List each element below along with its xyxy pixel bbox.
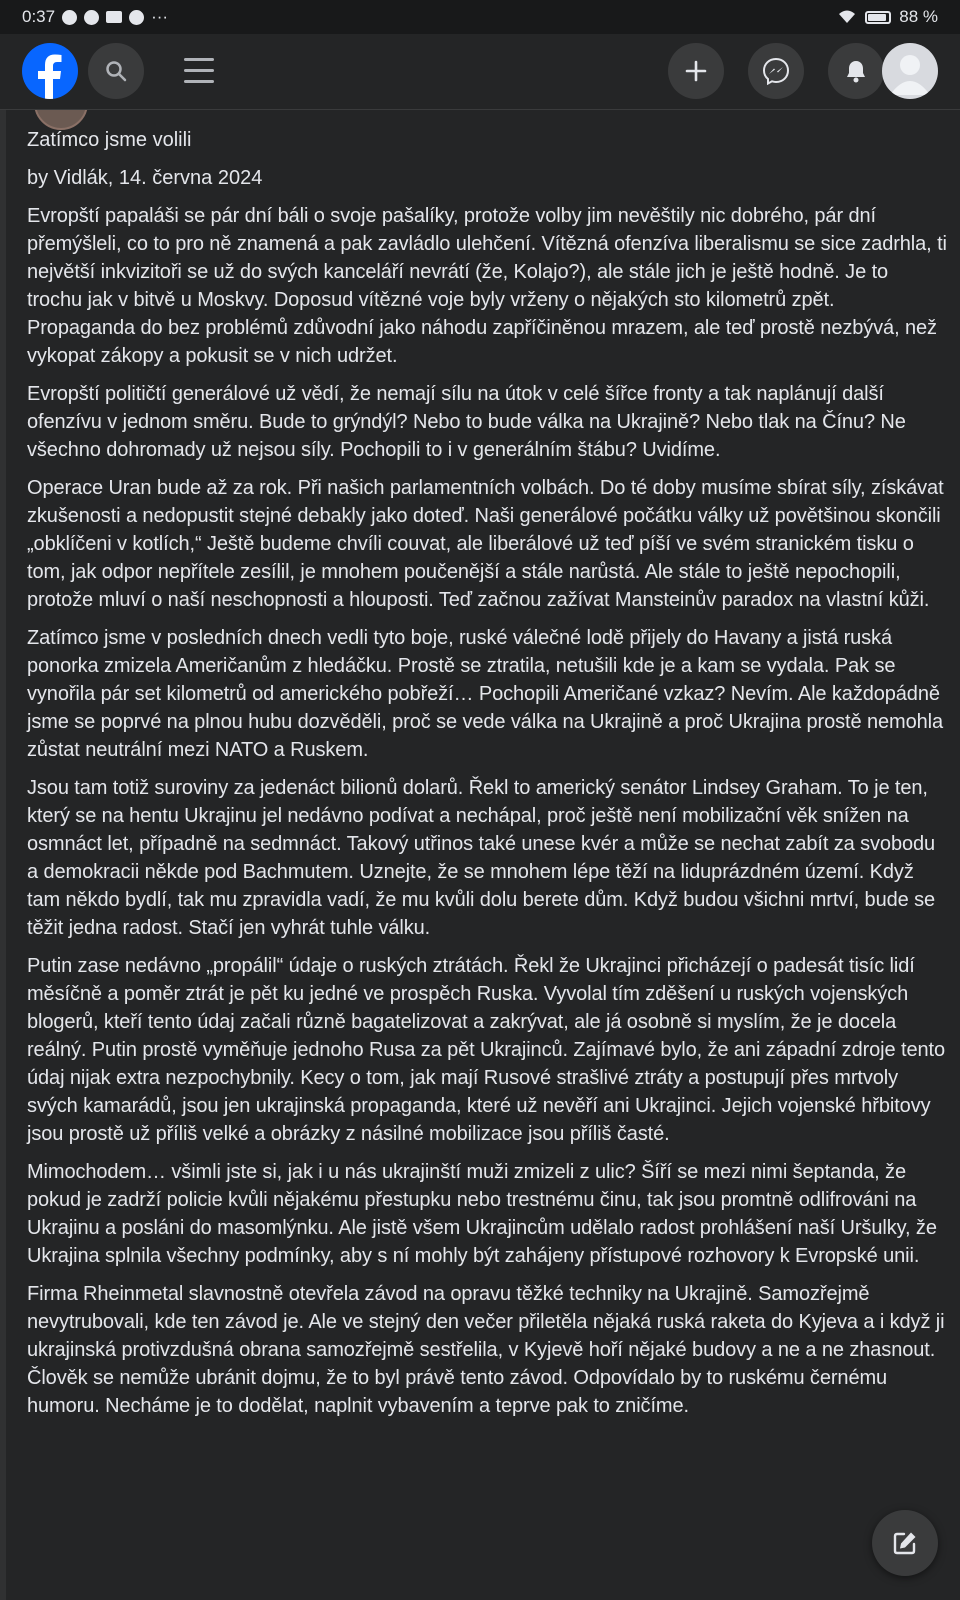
paragraph: Firma Rheinmetal slavnostně otevřela závod na opravu těžké techniky na Ukrajině. Samozřejmě nevytrubovali, kde ten závod je. Ale ve stejný den večer přiletěla nějaká ruská raketa do Kyjeva a i když ji ukrajinská protivzdušná obrana samozřejmě sestřelila, v Kyjevě hoří nějaké budovy a ne a ne zhasnout. Člověk se nemůže ubránit dojmu, že to byl právě tento závod. Odpovídalo by to ruskému černému humoru. Necháme je to dodělat, naplnit vybavením a teprve pak to zničíme. xyxy=(27,1283,945,1417)
paragraph: Jsou tam totiž suroviny za jedenáct bilionů dolarů. Řekl to americký senátor Lindsey Graham. To je ten, který se na hentu Ukrajinu jel nedávno podívat a nechápal, proč ještě není mobilizační věk snížen na osmnáct let, případně na sedmnáct. Takový utřinos také unese kvér a může se nechat zabít za svobodu a demokracii někde pod Bachmutem. Uznejte, že se mnohem lépe těží na liduprázdném území. Když tam někdo bydlí, tak mu zpravidla vadí, že mu kvůli dolu berete dům. Když budou všichni mrtví, bude se těžit jedna radost. Stačí jen vyhrát tuhle válku. xyxy=(27,777,936,939)
default-avatar-icon xyxy=(882,43,938,99)
post-byline: by Vidlák, 14. června 2024 xyxy=(27,167,263,189)
paragraph: Operace Uran bude až za rok. Při našich parlamentních volbách. Do té doby musíme sbírat síly, získávat zkušenosti a nedopustit stejné debakly jako doteď. Naši generálové počátku války už povětšinou skončili „obklíčeni v kotlích,“ Ještě budeme chvíli couvat, ale liberálové už teď píší ve svém stranickém tisku o tom, jak odpor nepřítele zesílil, je mnohem poučenější a stále narůstá. Ale stále to ještě nepochopili, protože mluví o naší neschopnosti a hlouposti. Teď začnou zažívat Mansteinův paradox na vlastní kůži. xyxy=(27,477,944,611)
paragraph: Zatímco jsme v posledních dnech vedli tyto boje, ruské válečné lodě přijely do Havany a jistá ruská ponorka zmizela Američanům z hledáčku. Prostě se ztratila, netušili kde je a kam se vydala. Pak se vynořila pár set kilometrů od amerického pobřeží… Pochopili Američané vzkaz? Nevím. Ale každopádně jsme se poprvé na plnou hubu dozvěděli, proč se vede válka na Ukrajině a proč Ukrajina prostě nemohla zůstat neutrální mezi NATO a Ruskem. xyxy=(27,627,943,761)
profile-avatar[interactable] xyxy=(882,43,938,99)
plus-icon xyxy=(684,59,708,83)
paragraph: Evropští političtí generálové už vědí, že nemají sílu na útok v celé šířce fronty a tak naplánují další ofenzívu v jednom směru. Bude to grýndýl? Nebo to bude válka na Ukrajině? Nebo tlak na Čínu? Ne všechno dohromady už nejsou síly. Pochopili to i v generálním štábu? Uvidíme. xyxy=(27,383,906,461)
facebook-f-icon xyxy=(22,43,78,99)
top-navigation-bar xyxy=(0,34,960,110)
chrome-icon xyxy=(129,10,144,25)
gmail-icon xyxy=(106,11,122,23)
clock: 0:37 xyxy=(22,7,56,26)
status-bar xyxy=(0,0,960,34)
more-notifications: ··· xyxy=(151,7,169,26)
notifications-button[interactable] xyxy=(828,43,884,99)
search-button[interactable] xyxy=(88,43,144,99)
messenger-icon xyxy=(762,57,790,85)
compose-button[interactable] xyxy=(872,1510,938,1576)
create-button[interactable] xyxy=(668,43,724,99)
paragraph: Putin zase nedávno „propálil“ údaje o ruských ztrátách. Řekl že Ukrajinci přicházejí o padesát tisíc lidí měsíčně a poměr ztrát je pět ku jedné ve prospěch Ruska. Vyvolal tím zděšení u ruských vojenských blogerů, kteří tento údaj začali různě bagatelizovat a zakrývat, ale já osobně si myslím, že je docela reálný. Putin prostě vyměňuje jednoho Rusa za pět Ukrajinců. Zajímavé bylo, že ani západní zdroje tento údaj nijak extra nezpochybnily. Kecy o tom, jak mají Rusové strašlivé ztráty a postupují přes mrtvoly svých kamarádů, jsou jen ukrajinská propaganda, které už nevěří ani Ukrajinci. Jejich vojenské hřbitovy jsou prostě už příliš velké a obrázky z násilné mobilizace jsou příliš časté. xyxy=(27,955,945,1145)
post-text xyxy=(27,126,947,1430)
bell-icon xyxy=(843,58,869,84)
paragraph: Mimochodem… všimli jste si, jak i u nás ukrajinští muži zmizeli z ulic? Šíří se mezi nimi šeptanda, že pokud je zadrží policie kvůli nějakému přestupku nebo trestnému činu, tak jsou promtně odlifrováni na Ukrajinu a posláni do masomlýnku. Ale jistě všem Ukrajincům udělalo radost prohlášení naší Uršulky, že Ukrajina splnila všechny podmínky, aby s ní mohly být zahájeny přístupové rozhovory k Evropské unii. xyxy=(27,1161,937,1267)
battery-percent: 88 % xyxy=(899,7,938,26)
battery-icon xyxy=(865,11,891,24)
facebook-logo[interactable] xyxy=(22,43,78,99)
search-icon xyxy=(104,59,128,83)
paragraph: Evropští papaláši se pár dní báli o svoje pašalíky, protože volby jim nevěštily nic dobrého, pár dní přemýšleli, co to pro ně znamená a pak zavládlo ulehčení. Vítězná ofenzíva liberalismu se sice zadrhla, ti největší inkvizitoři se už do svých kanceláří nevrátí (že, Kolajo?), ale stále jich je ještě hodně. Je to trochu jak v bitvě u Moskvy. Doposud vítězné voje byly vrženy o nějakých sto kilometrů zpět. Propaganda do bez problémů zdůvodní jako náhodu zapříčiněnou mrazem, ale teď prostě nezbývá, než vykopat zákopy a pokusit se v nich udržet. xyxy=(27,205,947,367)
chrome-icon xyxy=(84,10,99,25)
chrome-icon xyxy=(62,10,77,25)
menu-icon[interactable] xyxy=(184,58,214,91)
post-title: Zatímco jsme volili xyxy=(27,129,192,151)
edit-icon xyxy=(891,1529,919,1557)
messenger-button[interactable] xyxy=(748,43,804,99)
wifi-icon xyxy=(837,9,857,25)
post-content xyxy=(0,110,960,1600)
